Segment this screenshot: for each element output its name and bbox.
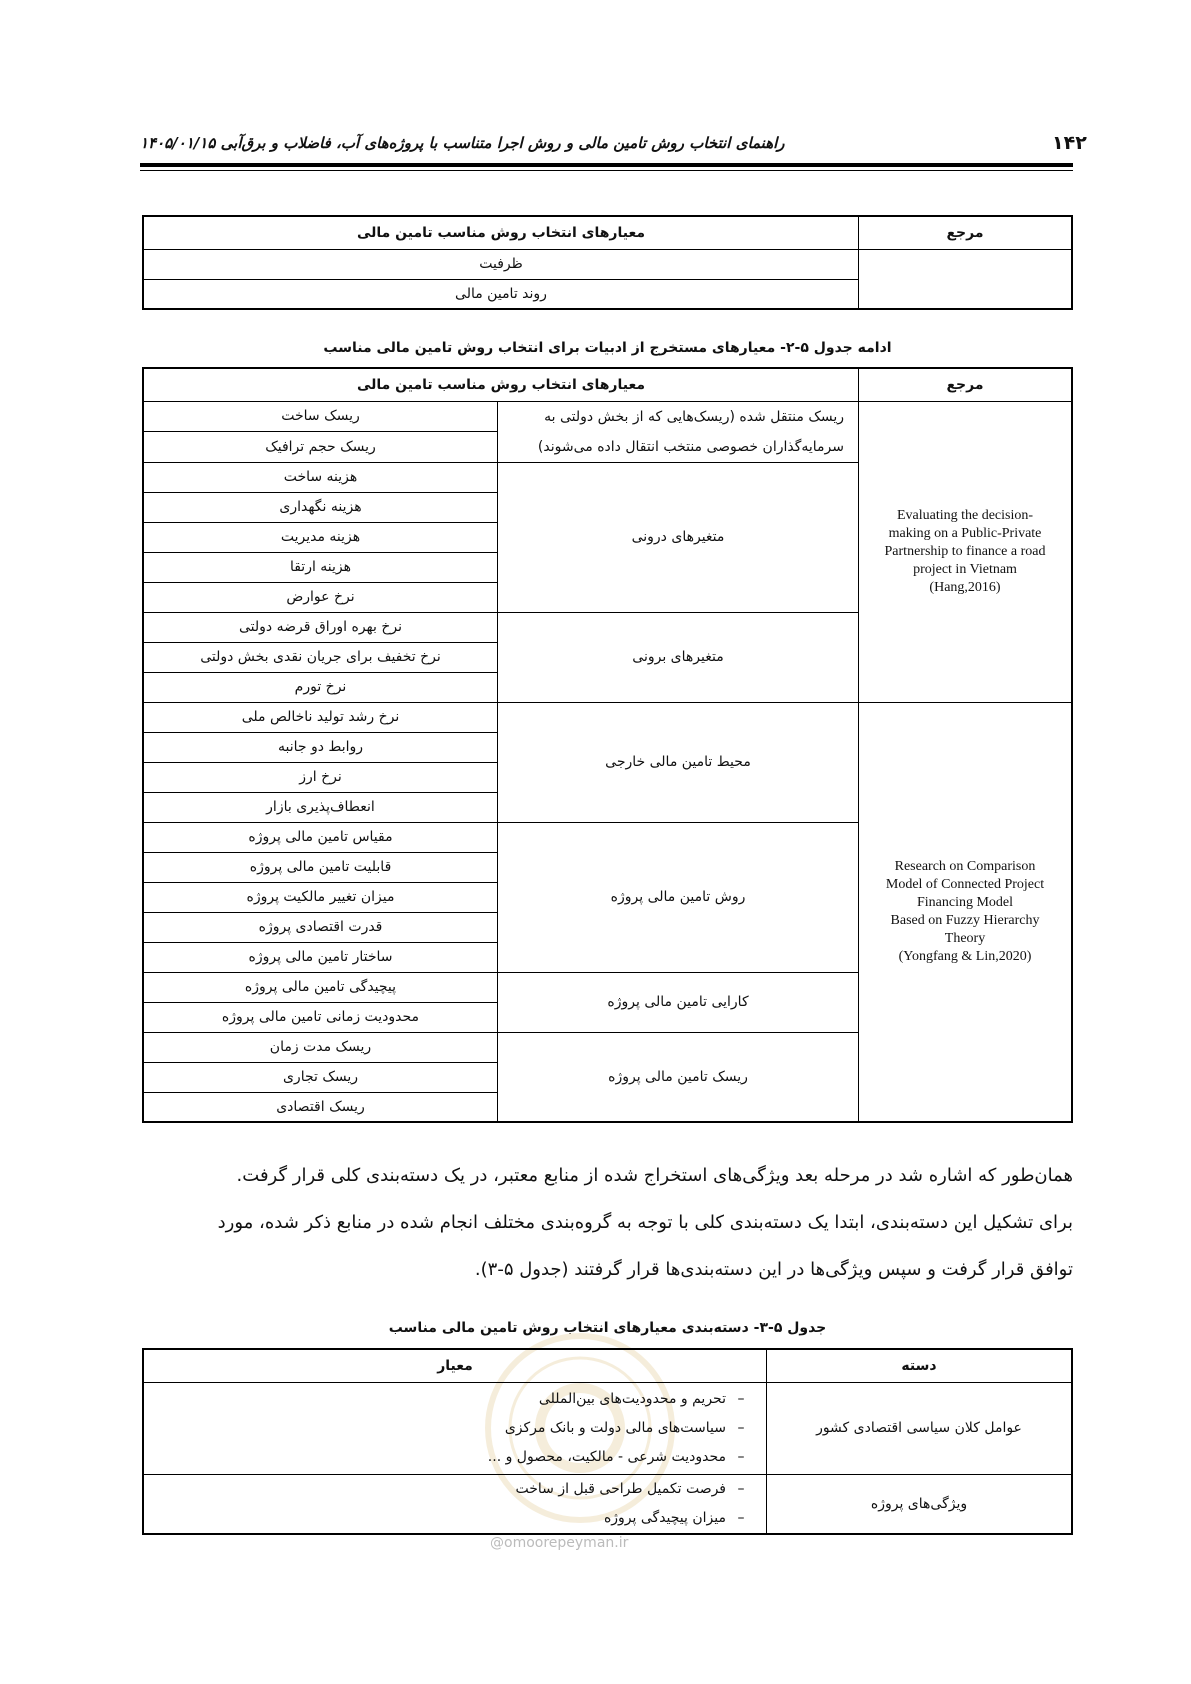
table-cell: محدودیت زمانی تامین مالی پروژه: [143, 1002, 498, 1032]
col-header-criteria: معیارهای انتخاب روش مناسب تامین مالی: [143, 216, 859, 249]
group-label: متغیرهای برونی: [498, 612, 859, 702]
table-cell: روند تامین مالی: [143, 279, 859, 309]
table-cell: نرخ ارز: [143, 762, 498, 792]
table-cell: قدرت اقتصادی پروژه: [143, 912, 498, 942]
category-cell: عوامل کلان سیاسی اقتصادی کشور: [767, 1382, 1073, 1474]
paragraph-line: همان‌طور که اشاره شد در مرحله بعد ویژگی‌های استخراج شده از منابع معتبر، در یک دسته‌بندی کلی قرار گرفت.: [236, 1165, 1073, 1186]
table-cell: پیچیدگی تامین مالی پروژه: [143, 972, 498, 1002]
table-cell: نرخ تورم: [143, 672, 498, 702]
page-number: ۱۴۲: [1052, 132, 1087, 154]
table-cell: ساختار تامین مالی پروژه: [143, 942, 498, 972]
paragraph-line: برای تشکیل این دسته‌بندی، ابتدا یک دسته‌بندی کلی با توجه به گروه‌بندی مختلف انجام شده در منابع ذکر شده، مورد: [217, 1212, 1073, 1233]
group-label: روش تامین مالی پروژه: [498, 822, 859, 972]
table-cell: نرخ رشد تولید ناخالص ملی: [143, 702, 498, 732]
reference-cell: Evaluating the decision- making on a Public-Private Partnership to finance a road project in Vietnam (Hang,2016): [859, 401, 1073, 702]
col-header-criterion: معیار: [143, 1349, 767, 1382]
table-cell: روابط دو جانبه: [143, 732, 498, 762]
list-item: –فرصت تکمیل طراحی قبل از ساخت: [515, 1480, 745, 1497]
criteria-table: [142, 367, 1073, 1123]
top-continuation-table: [142, 215, 1073, 310]
table-cell: مقیاس تامین مالی پروژه: [143, 822, 498, 852]
table-cell: ریسک اقتصادی: [143, 1092, 498, 1122]
list-item: –محدودیت شرعی - مالکیت، محصول و ...: [487, 1448, 745, 1465]
watermark-text: @omoorepeyman.ir: [490, 1535, 629, 1551]
table-cell: ریسک مدت زمان: [143, 1032, 498, 1062]
group-label: ریسک منتقل شده (ریسک‌هایی که از بخش دولتی به سرمایه‌گذاران خصوصی منتخب انتقال داده می‌شوند): [498, 401, 859, 462]
table-cell: هزینه ساخت: [143, 462, 498, 492]
col-header-ref: مرجع: [859, 216, 1073, 249]
group-label: متغیرهای درونی: [498, 462, 859, 612]
table-cell: نرخ عوارض: [143, 582, 498, 612]
table-caption: ادامه جدول ۵-۲- معیارهای مستخرج از ادبیات برای انتخاب روش تامین مالی مناسب: [323, 340, 892, 356]
list-item: –میزان پیچیدگی پروژه: [603, 1509, 745, 1526]
table-cell: هزینه ارتقا: [143, 552, 498, 582]
body-paragraph: [140, 1152, 1073, 1293]
table-cell: میزان تغییر مالکیت پروژه: [143, 882, 498, 912]
header-rule-thin: [140, 170, 1073, 171]
ref-cell-empty: [859, 249, 1073, 309]
group-label: کارایی تامین مالی پروژه: [498, 972, 859, 1032]
category-table: [142, 1348, 1073, 1535]
table-cell: نرخ تخفیف برای جریان نقدی بخش دولتی: [143, 642, 498, 672]
list-item: –تحریم و محدودیت‌های بین‌المللی: [538, 1390, 745, 1407]
col-header-ref: مرجع: [859, 368, 1073, 401]
list-item: –سیاست‌های مالی دولت و بانک مرکزی: [504, 1419, 745, 1436]
group-label: محیط تامین مالی خارجی: [498, 702, 859, 822]
col-header-category: دسته: [767, 1349, 1073, 1382]
table-cell: انعطاف‌پذیری بازار: [143, 792, 498, 822]
reference-cell: Research on Comparison Model of Connected Project Financing Model Based on Fuzzy Hierarchy Theory (Yongfang & Lin,2020): [859, 702, 1073, 1122]
table-cell: ریسک ساخت: [143, 401, 498, 432]
paragraph-line: توافق قرار گرفت و سپس ویژگی‌ها در این دسته‌بندی‌ها قرار گرفتند (جدول ۵-۳).: [474, 1259, 1073, 1280]
table-cell: قابلیت تامین مالی پروژه: [143, 852, 498, 882]
table-cell: هزینه مدیریت: [143, 522, 498, 552]
running-header-title: راهنمای انتخاب روش تامین مالی و روش اجرا متناسب با پروژه‌های آب، فاضلاب و برق‌آبی ۱۴۰۵/۰۱/۱۵: [140, 134, 785, 152]
table-cell: ظرفیت: [143, 249, 859, 279]
table-cell: نرخ بهره اوراق قرضه دولتی: [143, 612, 498, 642]
table-cell: ریسک تجاری: [143, 1062, 498, 1092]
group-label: ریسک تامین مالی پروژه: [498, 1032, 859, 1122]
criterion-cell: [143, 1382, 767, 1474]
table-cell: هزینه نگهداری: [143, 492, 498, 522]
table-cell: ریسک حجم ترافیک: [143, 432, 498, 463]
header-rule-thick: [140, 163, 1073, 167]
category-cell: ویژگی‌های پروژه: [767, 1474, 1073, 1534]
table-caption: جدول ۵-۳- دسته‌بندی معیارهای انتخاب روش تامین مالی مناسب: [388, 1320, 827, 1336]
criterion-cell: [143, 1474, 767, 1534]
col-header-criteria: معیارهای انتخاب روش مناسب تامین مالی: [143, 368, 859, 401]
